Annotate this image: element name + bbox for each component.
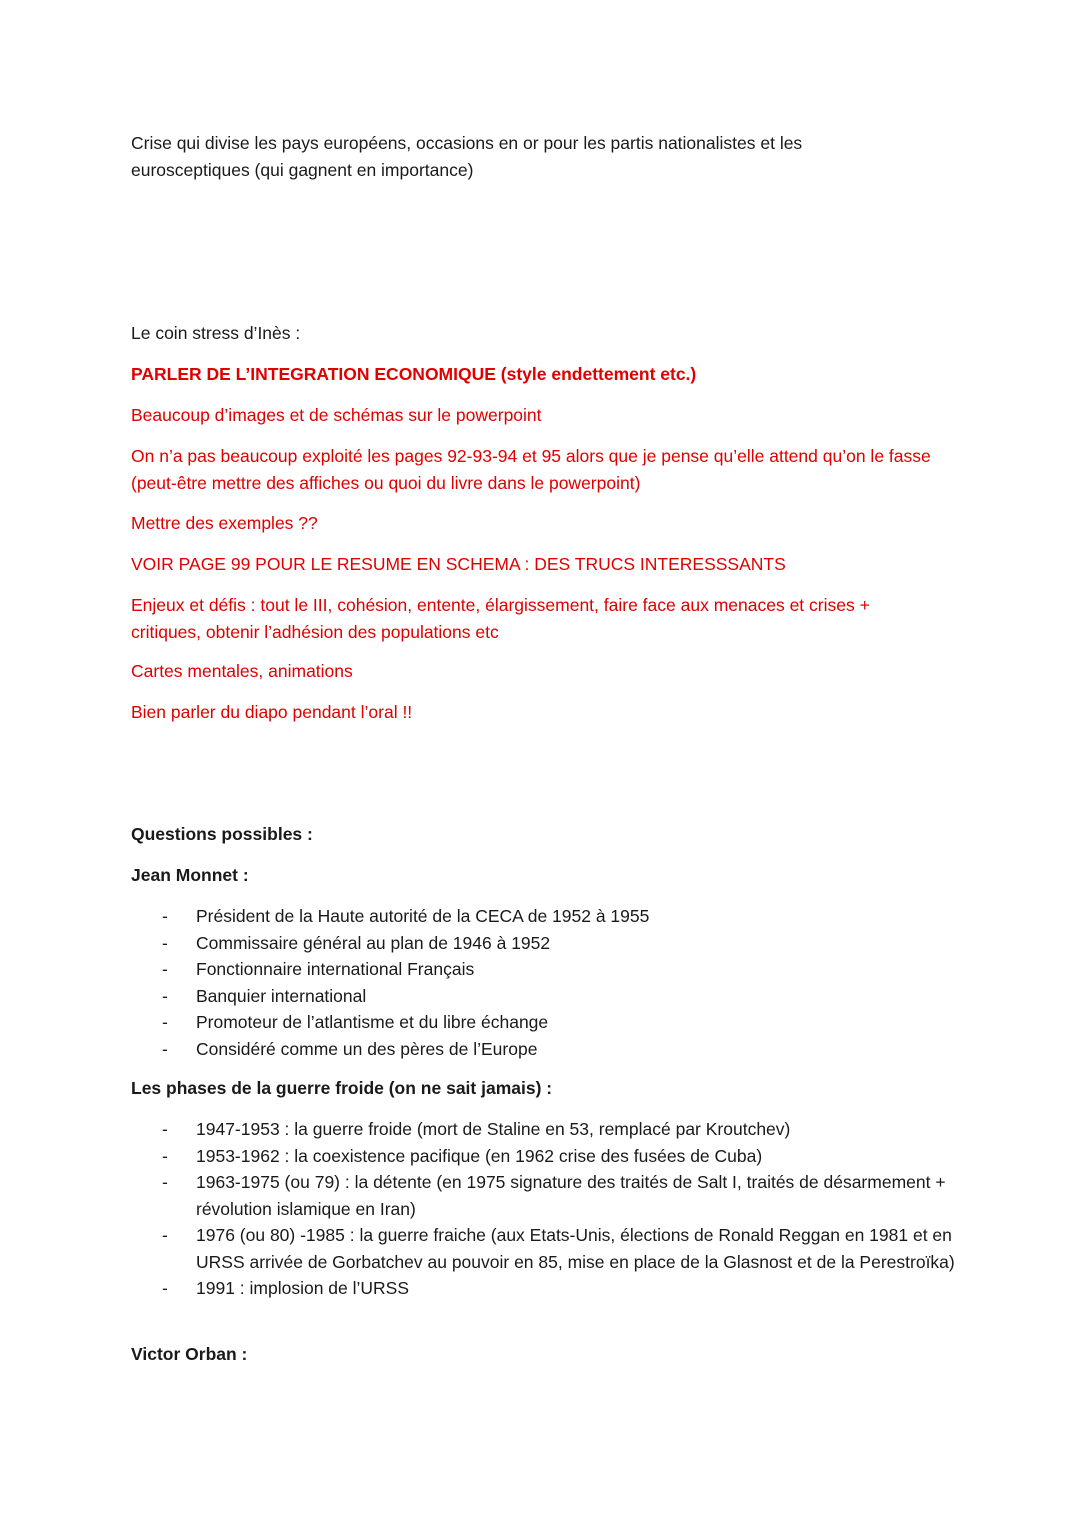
stress-item-diapo: Bien parler du diapo pendant l’oral !! — [131, 702, 413, 722]
list-item: - Banquier international — [131, 983, 961, 1010]
orban-heading: Victor Orban : — [131, 1344, 248, 1364]
stress-item-integration: PARLER DE L’INTEGRATION ECONOMIQUE (style endettement etc.) — [131, 364, 697, 384]
list-item: - Président de la Haute autorité de la CECA de 1952 à 1955 — [131, 903, 961, 930]
list-item: - Considéré comme un des pères de l’Europe — [131, 1036, 961, 1063]
list-item: - Commissaire général au plan de 1946 à 1952 — [131, 930, 961, 957]
stress-item-enjeux: Enjeux et défis : tout le III, cohésion, entente, élargissement, faire face aux menaces et crises + critiques, obtenir l’adhésion des populations etc — [131, 595, 870, 642]
monnet-heading: Jean Monnet : — [131, 865, 249, 885]
guerre-froide-list — [131, 1116, 961, 1302]
list-item: - 1991 : implosion de l’URSS — [131, 1275, 961, 1302]
list-item: - Fonctionnaire international Français — [131, 956, 961, 983]
list-item: - 1947-1953 : la guerre froide (mort de Staline en 53, remplacé par Kroutchev) — [131, 1116, 961, 1143]
guerre-froide-heading: Les phases de la guerre froide (on ne sait jamais) : — [131, 1078, 553, 1098]
list-item: - 1976 (ou 80) -1985 : la guerre fraiche (aux Etats-Unis, élections de Ronald Reggan en 1981 et en URSS arrivée de Gorbatchev au pouvoir en 85, mise en place de la Glasnost et de la Perestroïka) — [131, 1222, 961, 1275]
stress-heading: Le coin stress d’Inès : — [131, 323, 301, 343]
list-item: - Promoteur de l’atlantisme et du libre échange — [131, 1009, 961, 1036]
list-item: - 1953-1962 : la coexistence pacifique (en 1962 crise des fusées de Cuba) — [131, 1143, 961, 1170]
intro-paragraph: Crise qui divise les pays européens, occasions en or pour les partis nationalistes et les eurosceptiques (qui gagnent en importance) — [131, 133, 803, 180]
stress-item-cartes: Cartes mentales, animations — [131, 661, 353, 681]
questions-heading: Questions possibles : — [131, 824, 313, 844]
stress-item-exemples: Mettre des exemples ?? — [131, 513, 318, 533]
stress-item-pages: On n’a pas beaucoup exploité les pages 92-93-94 et 95 alors que je pense qu’elle attend qu’on le fasse (peut-être mettre des affiches ou quoi du livre dans le powerpoint) — [131, 446, 931, 493]
stress-item-page-99: VOIR PAGE 99 POUR LE RESUME EN SCHEMA : DES TRUCS INTERESSSANTS — [131, 554, 786, 574]
stress-item-images: Beaucoup d’images et de schémas sur le powerpoint — [131, 405, 542, 425]
list-item: - 1963-1975 (ou 79) : la détente (en 1975 signature des traités de Salt I, traités de désarmement + révolution islamique en Iran) — [131, 1169, 961, 1222]
monnet-list — [131, 903, 961, 1062]
